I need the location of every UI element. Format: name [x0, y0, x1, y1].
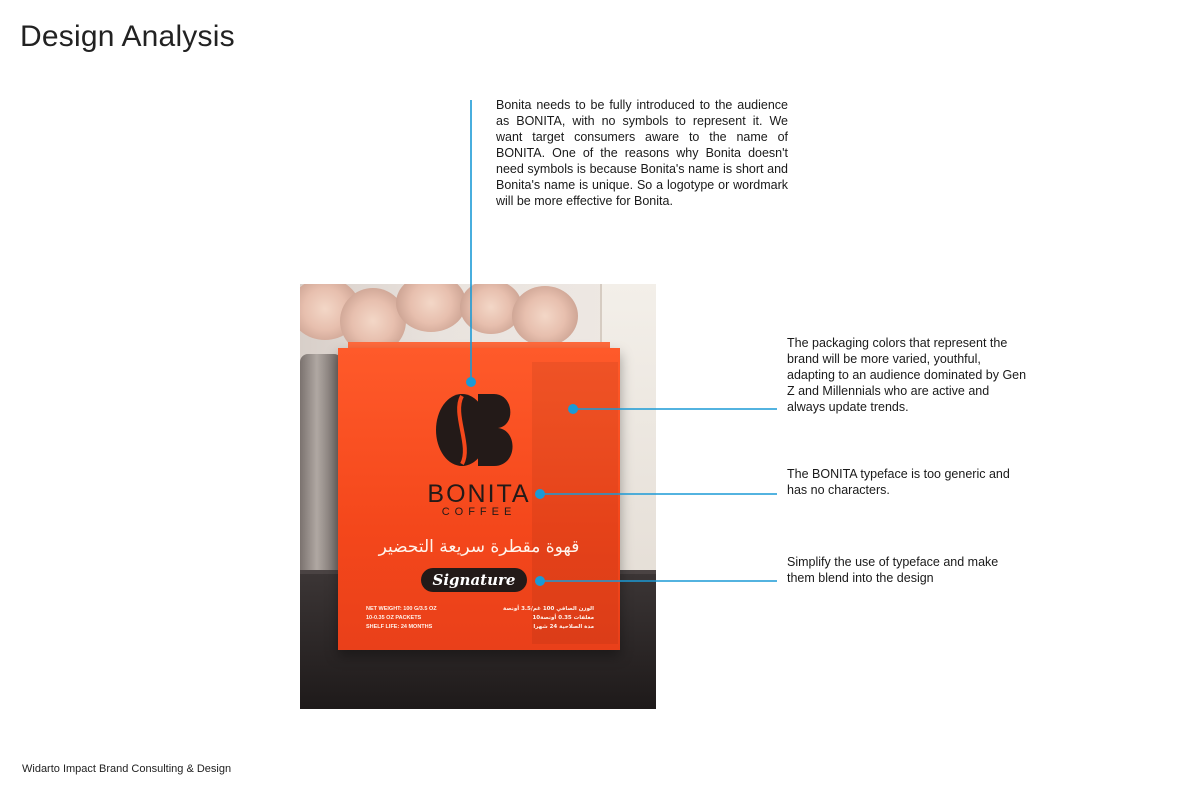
arabic-product-name: قهوة مقطرة سريعة التحضير: [378, 537, 580, 557]
shelf-life-text: SHELF LIFE: 24 MONTHS: [366, 624, 433, 630]
net-weight-arabic-text: الوزن الصافي 100 غم/3.5 أونصة: [503, 606, 594, 612]
package-info-arabic: [484, 605, 594, 632]
packets-text: 10-0.35 OZ PACKETS: [366, 615, 422, 621]
net-weight-text: NET WEIGHT: 100 G/3.5 OZ: [366, 606, 437, 612]
package-info-english: [366, 605, 476, 632]
brand-wordmark: BONITA: [427, 480, 531, 508]
rose-flower: [512, 286, 578, 346]
glass-vase: [300, 354, 342, 604]
annotation-logotype: Bonita needs to be fully introduced to the audience as BONITA, with no symbols to represent it. We want target consumers aware to the name of BONITA. One of the reasons why Bonita doesn't need symbols is because Bonita's name is short and Bonita's name is unique. So a logotype or wordmark will be more effective for Bonita.: [496, 98, 788, 208]
annotation-packaging-colors: The packaging colors that represent the brand will be more varied, youthful, adapting to an audience dominated by Gen Z and Millennials who are active and always update trends.: [787, 336, 1027, 414]
annotation-typeface: The BONITA typeface is too generic and has no characters.: [787, 467, 1010, 497]
annotation-simplify-typeface: Simplify the use of typeface and make them blend into the design: [787, 555, 999, 585]
page-title: Design Analysis: [20, 20, 235, 53]
bean-b-logo-icon: [432, 390, 520, 470]
signature-badge: Signature: [421, 568, 527, 592]
shelf-life-arabic-text: مدة الصلاحية 24 شهرا: [533, 624, 594, 630]
packets-arabic-text: 10مغلفات 0.35 أونصة: [532, 615, 594, 621]
brand-subtitle: COFFEE: [441, 506, 517, 518]
footer-credit: Widarto Impact Brand Consulting & Design: [22, 763, 232, 775]
product-photo: [300, 284, 656, 709]
